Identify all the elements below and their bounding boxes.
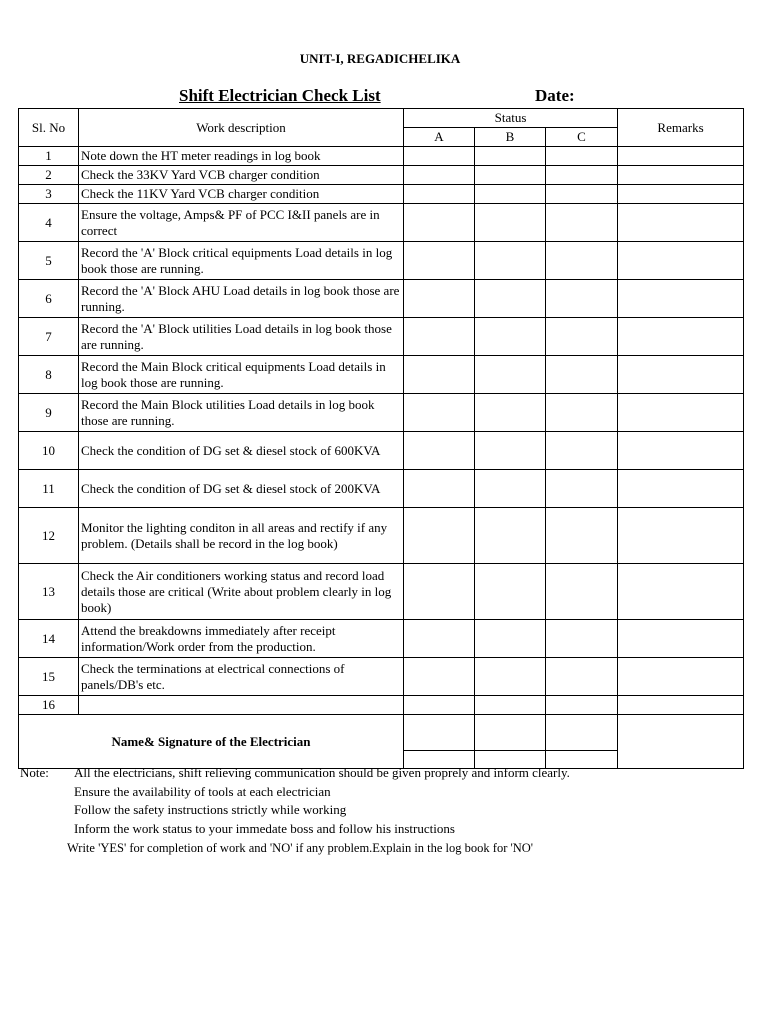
row-number: 9 [19, 394, 79, 432]
status-b-cell[interactable] [475, 508, 546, 564]
remarks-cell[interactable] [618, 696, 744, 715]
work-description: Record the Main Block critical equipments Load details in log book those are running. [79, 356, 404, 394]
status-c-cell[interactable] [546, 620, 618, 658]
date-label: Date: [535, 86, 575, 105]
checklist-row [19, 356, 744, 394]
remarks-cell[interactable] [618, 242, 744, 280]
work-description: Check the Air conditioners working status and record load details those are critical (Write about problem clearly in log book) [79, 564, 404, 620]
row-number: 5 [19, 242, 79, 280]
remarks-cell[interactable] [618, 166, 744, 185]
col-header-work: Work description [79, 109, 404, 147]
notes-label: Note: [20, 765, 49, 780]
signature-a-cell[interactable] [404, 715, 475, 751]
checklist-row [19, 166, 744, 185]
row-number: 15 [19, 658, 79, 696]
row-number: 3 [19, 185, 79, 204]
remarks-cell[interactable] [618, 658, 744, 696]
status-c-cell[interactable] [546, 318, 618, 356]
remarks-cell[interactable] [618, 185, 744, 204]
status-a-cell[interactable] [404, 658, 475, 696]
status-a-cell[interactable] [404, 620, 475, 658]
unit-name: UNIT-I, REGADICHELIKA [299, 51, 461, 66]
row-number: 8 [19, 356, 79, 394]
row-number: 12 [19, 508, 79, 564]
note-text: Follow the safety instructions strictly while working [74, 802, 347, 818]
status-b-cell[interactable] [475, 318, 546, 356]
row-number: 11 [19, 470, 79, 508]
row-number: 16 [19, 696, 79, 715]
status-c-cell[interactable] [546, 470, 618, 508]
signature-label: Name& Signature of the Electrician [19, 715, 404, 769]
status-a-cell[interactable] [404, 470, 475, 508]
status-a-cell[interactable] [404, 394, 475, 432]
status-c-cell[interactable] [546, 696, 618, 715]
status-b-cell[interactable] [475, 620, 546, 658]
work-description: Check the 33KV Yard VCB charger condition [79, 166, 404, 185]
checklist-row [19, 147, 744, 166]
col-header-a: A [404, 128, 475, 147]
row-number: 6 [19, 280, 79, 318]
status-b-cell[interactable] [475, 564, 546, 620]
status-b-cell[interactable] [475, 432, 546, 470]
work-description: Attend the breakdowns immediately after receipt information/Work order from the production. [79, 620, 404, 658]
status-a-cell[interactable] [404, 204, 475, 242]
status-c-cell[interactable] [546, 564, 618, 620]
checklist-row [19, 318, 744, 356]
remarks-cell[interactable] [618, 620, 744, 658]
remarks-cell[interactable] [618, 394, 744, 432]
status-c-cell[interactable] [546, 394, 618, 432]
signature-b-cell[interactable] [475, 715, 546, 751]
col-header-c: C [546, 128, 618, 147]
note-line [20, 801, 570, 820]
status-a-cell[interactable] [404, 564, 475, 620]
work-description: Record the 'A' Block critical equipments Load details in log book those are running. [79, 242, 404, 280]
status-b-cell[interactable] [475, 166, 546, 185]
row-number: 4 [19, 204, 79, 242]
checklist-row [19, 564, 744, 620]
note-line [20, 764, 570, 783]
status-a-cell[interactable] [404, 508, 475, 564]
status-c-cell[interactable] [546, 658, 618, 696]
note-line [20, 839, 570, 858]
remarks-cell[interactable] [618, 318, 744, 356]
status-a-cell[interactable] [404, 147, 475, 166]
col-header-slno: Sl. No [19, 109, 79, 147]
row-number: 2 [19, 166, 79, 185]
remarks-cell[interactable] [618, 564, 744, 620]
status-a-cell[interactable] [404, 280, 475, 318]
status-b-cell[interactable] [475, 470, 546, 508]
note-line [20, 783, 570, 802]
note-text: All the electricians, shift relieving communication should be given proprely and inform clearly. [74, 765, 570, 780]
status-c-cell[interactable] [546, 166, 618, 185]
status-a-cell[interactable] [404, 166, 475, 185]
work-description: Record the 'A' Block utilities Load details in log book those are running. [79, 318, 404, 356]
checklist-row [19, 470, 744, 508]
checklist-row [19, 658, 744, 696]
status-a-cell[interactable] [404, 356, 475, 394]
checklist-row [19, 242, 744, 280]
row-number: 1 [19, 147, 79, 166]
checklist-row [19, 185, 744, 204]
status-b-cell[interactable] [475, 147, 546, 166]
status-a-cell[interactable] [404, 185, 475, 204]
header-row [19, 109, 744, 128]
remarks-cell[interactable] [618, 356, 744, 394]
row-number: 7 [19, 318, 79, 356]
note-text: Ensure the availability of tools at each electrician [74, 783, 331, 799]
document-title: Shift Electrician Check List [179, 86, 381, 105]
status-a-cell[interactable] [404, 318, 475, 356]
signature-remarks-cell[interactable] [618, 715, 744, 769]
notes-section [20, 764, 570, 858]
checklist-table [18, 108, 744, 769]
checklist-row [19, 696, 744, 715]
work-description: Note down the HT meter readings in log book [79, 147, 404, 166]
status-b-cell[interactable] [475, 280, 546, 318]
checklist-row [19, 620, 744, 658]
work-description: Record the Main Block utilities Load details in log book those are running. [79, 394, 404, 432]
status-a-cell[interactable] [404, 696, 475, 715]
remarks-cell[interactable] [618, 147, 744, 166]
col-header-status: Status [404, 109, 618, 128]
note-text: Write 'YES' for completion of work and 'NO' if any problem.Explain in the log book for 'NO' [67, 840, 534, 855]
status-b-cell[interactable] [475, 696, 546, 715]
work-description: Check the 11KV Yard VCB charger condition [79, 185, 404, 204]
checklist-row [19, 394, 744, 432]
row-number: 14 [19, 620, 79, 658]
status-c-cell[interactable] [546, 242, 618, 280]
status-b-cell[interactable] [475, 204, 546, 242]
row-number: 13 [19, 564, 79, 620]
status-b-cell[interactable] [475, 242, 546, 280]
status-b-cell[interactable] [475, 356, 546, 394]
status-c-cell[interactable] [546, 204, 618, 242]
work-description: Ensure the voltage, Amps& PF of PCC I&II panels are in correct [79, 204, 404, 242]
work-description: Monitor the lighting conditon in all areas and rectify if any problem. (Details shall be record in the log book) [79, 508, 404, 564]
status-c-cell[interactable] [546, 147, 618, 166]
col-header-remarks: Remarks [618, 109, 744, 147]
remarks-cell[interactable] [618, 280, 744, 318]
work-description: Check the terminations at electrical connections of panels/DB's etc. [79, 658, 404, 696]
checklist-row [19, 432, 744, 470]
status-c-cell[interactable] [546, 356, 618, 394]
checklist-row [19, 204, 744, 242]
status-c-cell[interactable] [546, 508, 618, 564]
signature-c-cell[interactable] [546, 715, 618, 751]
status-c-cell[interactable] [546, 432, 618, 470]
remarks-cell[interactable] [618, 432, 744, 470]
status-b-cell[interactable] [475, 185, 546, 204]
work-description: Check the condition of DG set & diesel stock of 600KVA [79, 432, 404, 470]
work-description [79, 696, 404, 715]
col-header-b: B [475, 128, 546, 147]
row-number: 10 [19, 432, 79, 470]
status-a-cell[interactable] [404, 432, 475, 470]
work-description: Check the condition of DG set & diesel stock of 200KVA [79, 470, 404, 508]
checklist-row [19, 508, 744, 564]
status-a-cell[interactable] [404, 242, 475, 280]
status-c-cell[interactable] [546, 280, 618, 318]
checklist-row [19, 280, 744, 318]
work-description: Record the 'A' Block AHU Load details in log book those are running. [79, 280, 404, 318]
signature-row [19, 715, 744, 751]
status-b-cell[interactable] [475, 658, 546, 696]
note-text: Inform the work status to your immedate boss and follow his instructions [74, 821, 455, 837]
remarks-cell[interactable] [618, 204, 744, 242]
remarks-cell[interactable] [618, 470, 744, 508]
status-b-cell[interactable] [475, 394, 546, 432]
note-line [20, 820, 570, 839]
status-c-cell[interactable] [546, 185, 618, 204]
remarks-cell[interactable] [618, 508, 744, 564]
